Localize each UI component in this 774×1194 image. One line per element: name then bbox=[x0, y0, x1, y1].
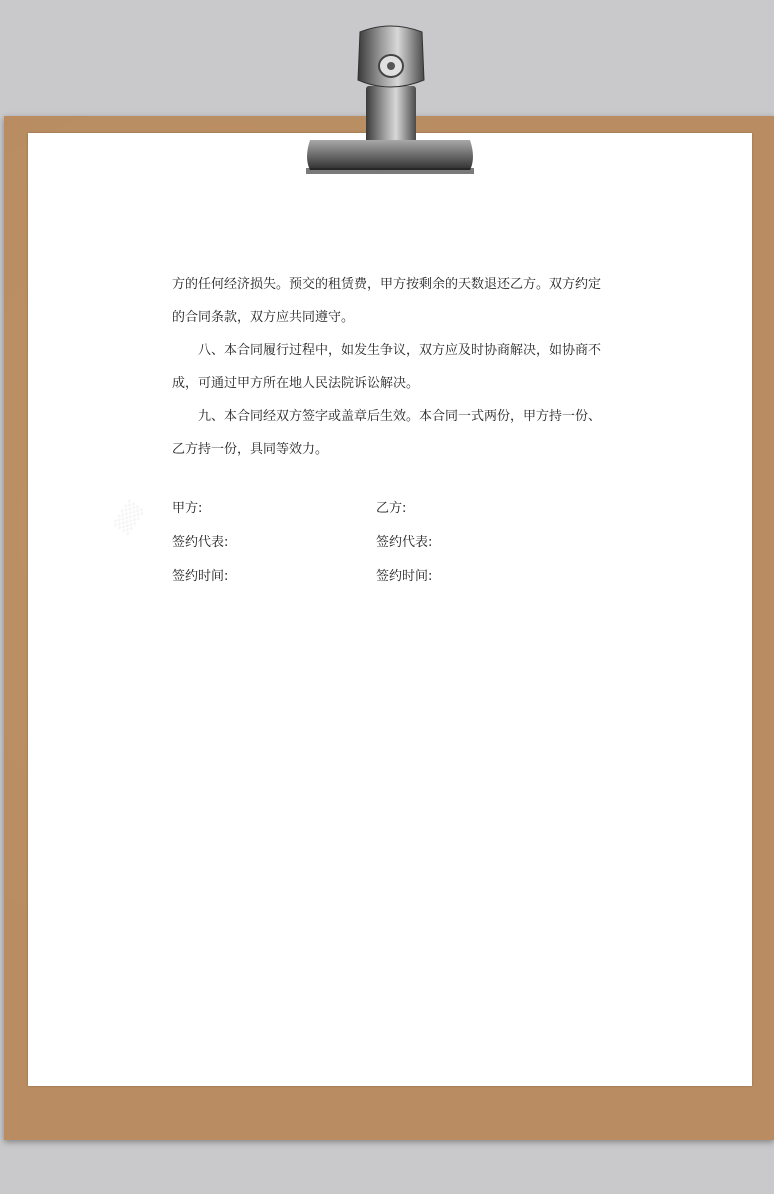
party-a-label: 甲方: bbox=[172, 501, 203, 516]
paragraph-1: 方的任何经济损失。预交的租赁费，甲方按剩余的天数退还乙方。双方约定的合同条款，双方应共同遵守。 bbox=[172, 277, 602, 325]
party-b-label: 乙方: bbox=[376, 501, 407, 516]
paragraph-8: 八、本合同履行过程中，如发生争议，双方应及时协商解决，如协商不成，可通过甲方所在地人民法院诉讼解决。 bbox=[172, 343, 602, 391]
signature-block bbox=[172, 497, 612, 599]
rep-b-label: 签约代表: bbox=[376, 535, 433, 550]
binder-clip-icon bbox=[300, 24, 480, 180]
time-b-label: 签约时间: bbox=[376, 569, 433, 584]
time-a-label: 签约时间: bbox=[172, 569, 229, 584]
rep-a-label: 签约代表: bbox=[172, 535, 229, 550]
watermark bbox=[111, 500, 145, 536]
contract-body bbox=[172, 268, 612, 466]
paragraph-9: 九、本合同经双方签字或盖章后生效。本合同一式两份，甲方持一份、乙方持一份，具同等效力。 bbox=[172, 409, 602, 457]
